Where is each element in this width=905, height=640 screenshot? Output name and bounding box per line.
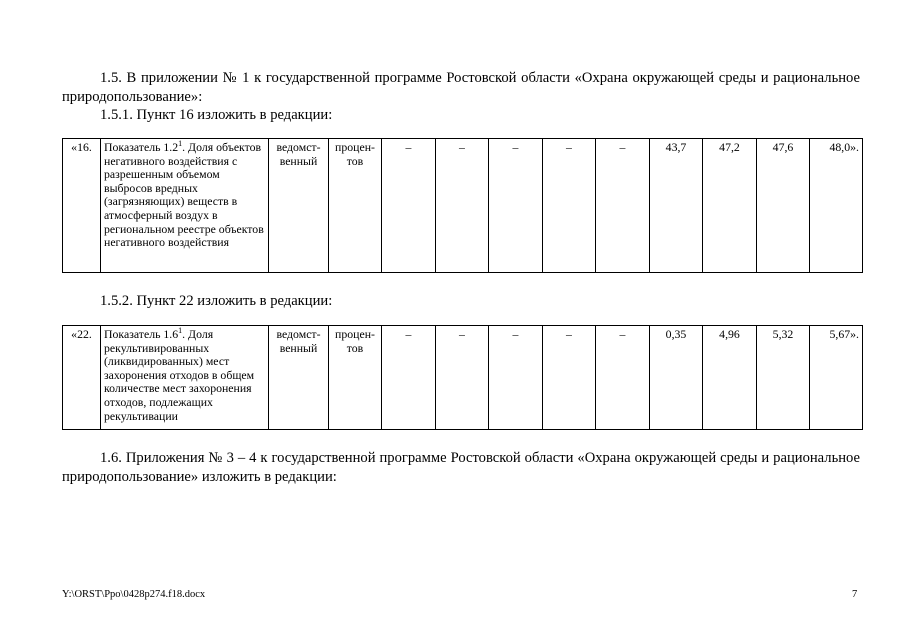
indicator-name: Показатель $1.6^1$. Доля рекультивированных (ликвидированных) мест захоронения отходов в общем количестве мест захоронения отходов, подлежащих рекультивации — [101, 326, 269, 430]
value-cell: 47,2 — [703, 139, 757, 273]
value-cell: – — [596, 326, 650, 430]
value-cell: – — [596, 139, 650, 273]
value-cell: 47,6 — [757, 139, 810, 273]
row-number: «22. — [63, 326, 101, 430]
value-cell: 5,67». — [810, 326, 863, 430]
value-cell: – — [543, 326, 596, 430]
value-cell: – — [382, 326, 436, 430]
value-cell: 43,7 — [650, 139, 703, 273]
footnote-ref: 1 — [178, 326, 183, 336]
indicator-table-22 — [62, 325, 863, 430]
value-cell: 48,0». — [810, 139, 863, 273]
indicator-type: ведомст-венный — [269, 139, 329, 273]
value-cell: – — [543, 139, 596, 273]
table-row — [63, 326, 863, 430]
value-cell: – — [489, 326, 543, 430]
value-cell: – — [489, 139, 543, 273]
value-cell: – — [436, 326, 489, 430]
table-row — [63, 139, 863, 273]
value-cell: – — [436, 139, 489, 273]
indicator-type: ведомст-венный — [269, 326, 329, 430]
paragraph-1-5-2: 1.5.2. Пункт 22 изложить в редакции: — [100, 293, 333, 309]
row-number: «16. — [63, 139, 101, 273]
paragraph-1-5 — [62, 69, 860, 107]
value-cell: 0,35 — [650, 326, 703, 430]
unit: процен-тов — [329, 326, 382, 430]
footnote-ref: 1 — [178, 139, 183, 149]
paragraph-1-5-text: 1.5. В приложении № 1 к государственной программе Ростовской области «Охрана окружающей среды и рациональное природопользование»: — [62, 70, 860, 105]
paragraph-1-6 — [62, 449, 860, 487]
unit: процен-тов — [329, 139, 382, 273]
paragraph-1-6-text: 1.6. Приложения № 3 – 4 к государственной программе Ростовской области «Охрана окружающей среды и рациональное природопользование» изложить в редакции: — [62, 450, 860, 485]
page-number: 7 — [852, 589, 858, 600]
indicator-name: Показатель $1.2^1$. Доля объектов негативного воздействия с разрешенным объемом выбросов вредных (загрязняющих) веществ в атмосферный воздух в региональном реестре объектов негативного воздействия — [101, 139, 269, 273]
footer-file-path: Y:\ORST\Ppo\0428p274.f18.docx — [62, 589, 206, 600]
value-cell: – — [382, 139, 436, 273]
value-cell: 4,96 — [703, 326, 757, 430]
indicator-table-16 — [62, 138, 863, 273]
value-cell: 5,32 — [757, 326, 810, 430]
paragraph-1-5-1: 1.5.1. Пункт 16 изложить в редакции: — [100, 107, 333, 123]
